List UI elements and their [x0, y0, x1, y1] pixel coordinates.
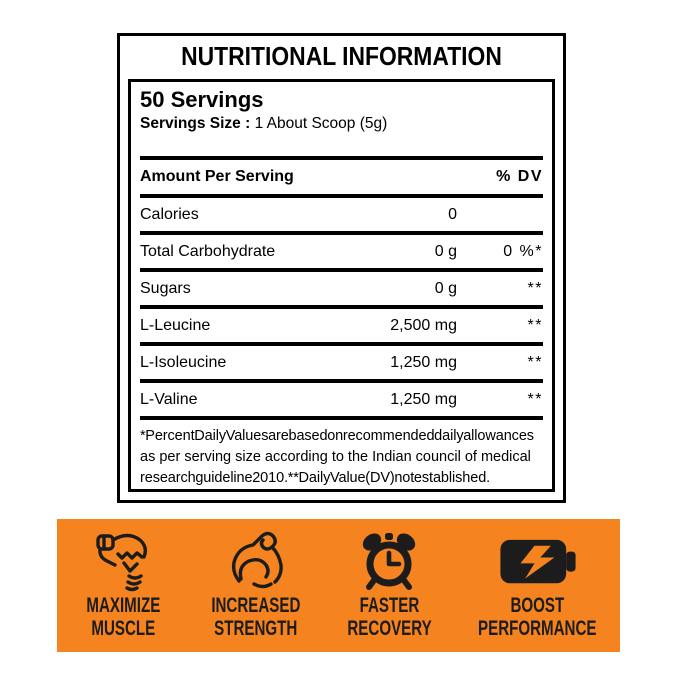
- nutrient-name: L-Isoleucine: [140, 353, 227, 371]
- serving-size-label: Servings Size :: [140, 115, 251, 132]
- nutrient-name: Sugars: [140, 279, 191, 297]
- bicep-strength-icon: [223, 528, 289, 594]
- feature-faster-recovery: [323, 519, 456, 652]
- nutrient-name: L-Leucine: [140, 316, 211, 334]
- nutrient-amount: 0 g: [434, 242, 457, 260]
- serving-size-line: [140, 114, 543, 133]
- feature-line1: INCREASED: [211, 594, 301, 617]
- feature-line1: BOOST: [510, 594, 565, 617]
- nutrient-amount: 0: [448, 205, 457, 223]
- nutrient-amount: 0 g: [434, 279, 457, 297]
- feature-line1: MAXIMIZE: [86, 594, 161, 617]
- feature-line2: PERFORMANCE: [478, 617, 597, 640]
- servings-count: 50 Servings: [140, 87, 264, 112]
- feature-line2: RECOVERY: [346, 617, 432, 640]
- nutrition-table: [128, 79, 555, 492]
- percent-dv-header: % DV: [496, 168, 543, 185]
- nutrient-dv: **: [527, 390, 543, 408]
- nutrient-dv: **: [527, 279, 543, 297]
- footnote-line: * Percent Daily Values are based on recommended daily allowances: [140, 428, 534, 444]
- feature-maximize-muscle: [57, 519, 190, 652]
- nutrient-name: Calories: [140, 205, 199, 223]
- alarm-clock-icon: [356, 528, 422, 594]
- nutrient-name: Total Carbohydrate: [140, 242, 276, 260]
- battery-charge-icon: [499, 528, 577, 594]
- nutrient-dv: 0 %*: [503, 242, 543, 260]
- table-row-total-carbohydrate: [140, 235, 543, 268]
- footnote-line: as per serving size according to the Indian council of medical: [140, 449, 531, 465]
- table-header-row: [140, 160, 543, 194]
- table-row-l-valine: [140, 383, 543, 416]
- nutrient-dv: **: [527, 353, 543, 371]
- table-row-l-isoleucine: [140, 346, 543, 379]
- feature-line2: MUSCLE: [91, 617, 156, 640]
- benefits-banner: [57, 519, 620, 652]
- nutrient-amount: 1,250 mg: [390, 390, 457, 408]
- table-row-l-leucine: [140, 309, 543, 342]
- nutrient-amount: 2,500 mg: [390, 316, 457, 334]
- daily-value-footnote: [140, 420, 543, 489]
- feature-line2: STRENGTH: [214, 617, 298, 640]
- nutrition-panel: [117, 33, 566, 503]
- serving-size-value: 1 About Scoop (5g): [254, 115, 388, 132]
- feature-boost-performance: [455, 519, 620, 652]
- feature-line1: FASTER: [359, 594, 419, 617]
- table-row-calories: [140, 198, 543, 231]
- nutrient-dv: **: [527, 316, 543, 334]
- flexed-arm-muscle-icon: [90, 528, 156, 594]
- nutrient-amount: 1,250 mg: [390, 353, 457, 371]
- amount-per-serving-header: Amount Per Serving: [140, 168, 294, 185]
- nutrient-name: L-Valine: [140, 390, 198, 408]
- feature-increased-strength: [190, 519, 323, 652]
- footnote-line: research guideline 2010. ** Daily Value (DV) not established.: [140, 470, 491, 486]
- table-row-sugars: [140, 272, 543, 305]
- panel-title: NUTRITIONAL INFORMATION: [181, 41, 502, 71]
